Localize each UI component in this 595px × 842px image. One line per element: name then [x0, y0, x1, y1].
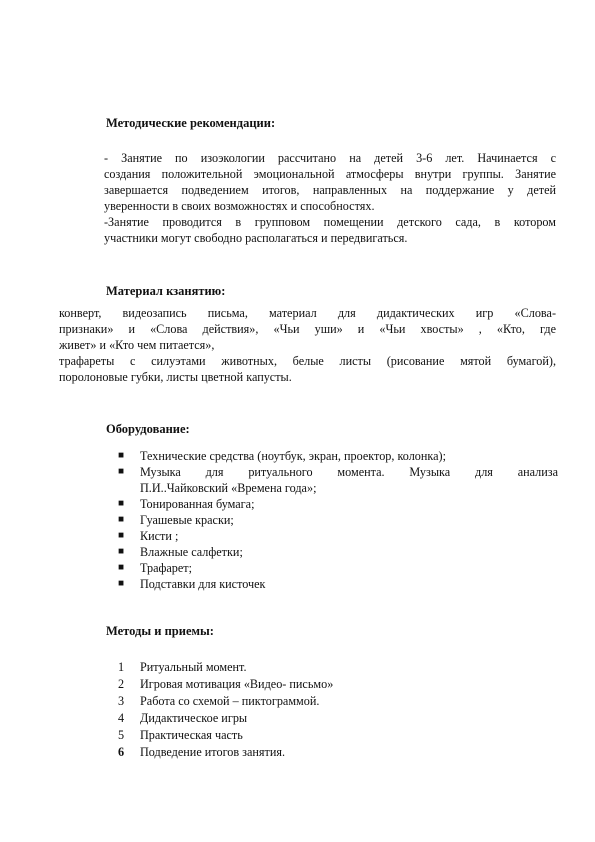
- text-line: поролоновые губки, листы цветной капусты.: [59, 370, 292, 384]
- text-line: признаки» и «Слова действия», «Чьи уши» и «Чьи хвосты» , «Кто, где: [59, 322, 556, 336]
- bullet-icon: ■: [118, 562, 125, 573]
- text-line: уверенности в своих возможностях и способностях.: [104, 199, 375, 213]
- text-line: -Занятие проводится в групповом помещении детского сада, в котором: [104, 215, 556, 229]
- bullet-icon: ■: [118, 466, 125, 477]
- list-item: ■ Тонированная бумага;: [118, 497, 255, 511]
- list-item: ■ Кисти ;: [118, 529, 179, 543]
- bullet-icon: ■: [118, 546, 125, 557]
- recommendations-heading: Методические рекомендации:: [106, 116, 276, 130]
- list-item: 3 Работа со схемой – пиктограммой.: [118, 694, 320, 708]
- bullet-icon: ■: [118, 514, 125, 525]
- text-line: - Занятие по изоэкологии рассчитано на детей 3-6 лет. Начинается с: [104, 151, 556, 165]
- methods-list: [118, 659, 333, 761]
- text-line: живет» и «Кто чем питается»,: [59, 338, 215, 352]
- bullet-icon: ■: [118, 530, 125, 541]
- text-line: трафареты с силуэтами животных, белые листы (рисование мятой бумагой),: [59, 354, 556, 368]
- bullet-icon: ■: [118, 498, 125, 509]
- list-item: 6 Подведение итогов занятия.: [118, 745, 286, 759]
- list-item: ■ Музыка для ритуального момента. Музыка для анализа П.И..Чайковский «Времена года»;: [118, 465, 558, 495]
- material-paragraph: [59, 305, 556, 385]
- list-item: ■ Технические средства (ноутбук, экран, проектор, колонка);: [118, 449, 446, 463]
- equipment-list: [118, 448, 558, 592]
- equipment-heading: Оборудование:: [106, 422, 190, 436]
- list-item: 4 Дидактическое игры: [118, 711, 248, 725]
- text-line: участники могут свободно располагаться и передвигаться.: [104, 231, 408, 245]
- list-item: 2 Игровая мотивация «Видео- письмо»: [118, 677, 334, 691]
- list-item: ■ Гуашевые краски;: [118, 513, 234, 527]
- bullet-icon: ■: [118, 450, 125, 461]
- material-heading: Материал кзанятию:: [106, 284, 226, 298]
- list-item: 1 Ритуальный момент.: [118, 660, 247, 674]
- list-item: ■ Влажные салфетки;: [118, 545, 243, 559]
- methods-heading: Методы и приемы:: [106, 624, 214, 638]
- list-item: 5 Практическая часть: [118, 728, 243, 742]
- list-item: ■ Подставки для кисточек: [118, 577, 266, 591]
- list-item: ■ Трафарет;: [118, 561, 193, 575]
- recommendations-paragraph-1: [74, 150, 556, 246]
- text-line: конверт, видеозапись письма, материал для дидактических игр «Слова-: [59, 306, 556, 320]
- bullet-icon: ■: [118, 578, 125, 589]
- text-line: завершается подведением итогов, направленных на поддержание у детей: [104, 183, 556, 197]
- text-line: создания положительной эмоциональной атмосферы внутри группы. Занятие: [104, 167, 556, 181]
